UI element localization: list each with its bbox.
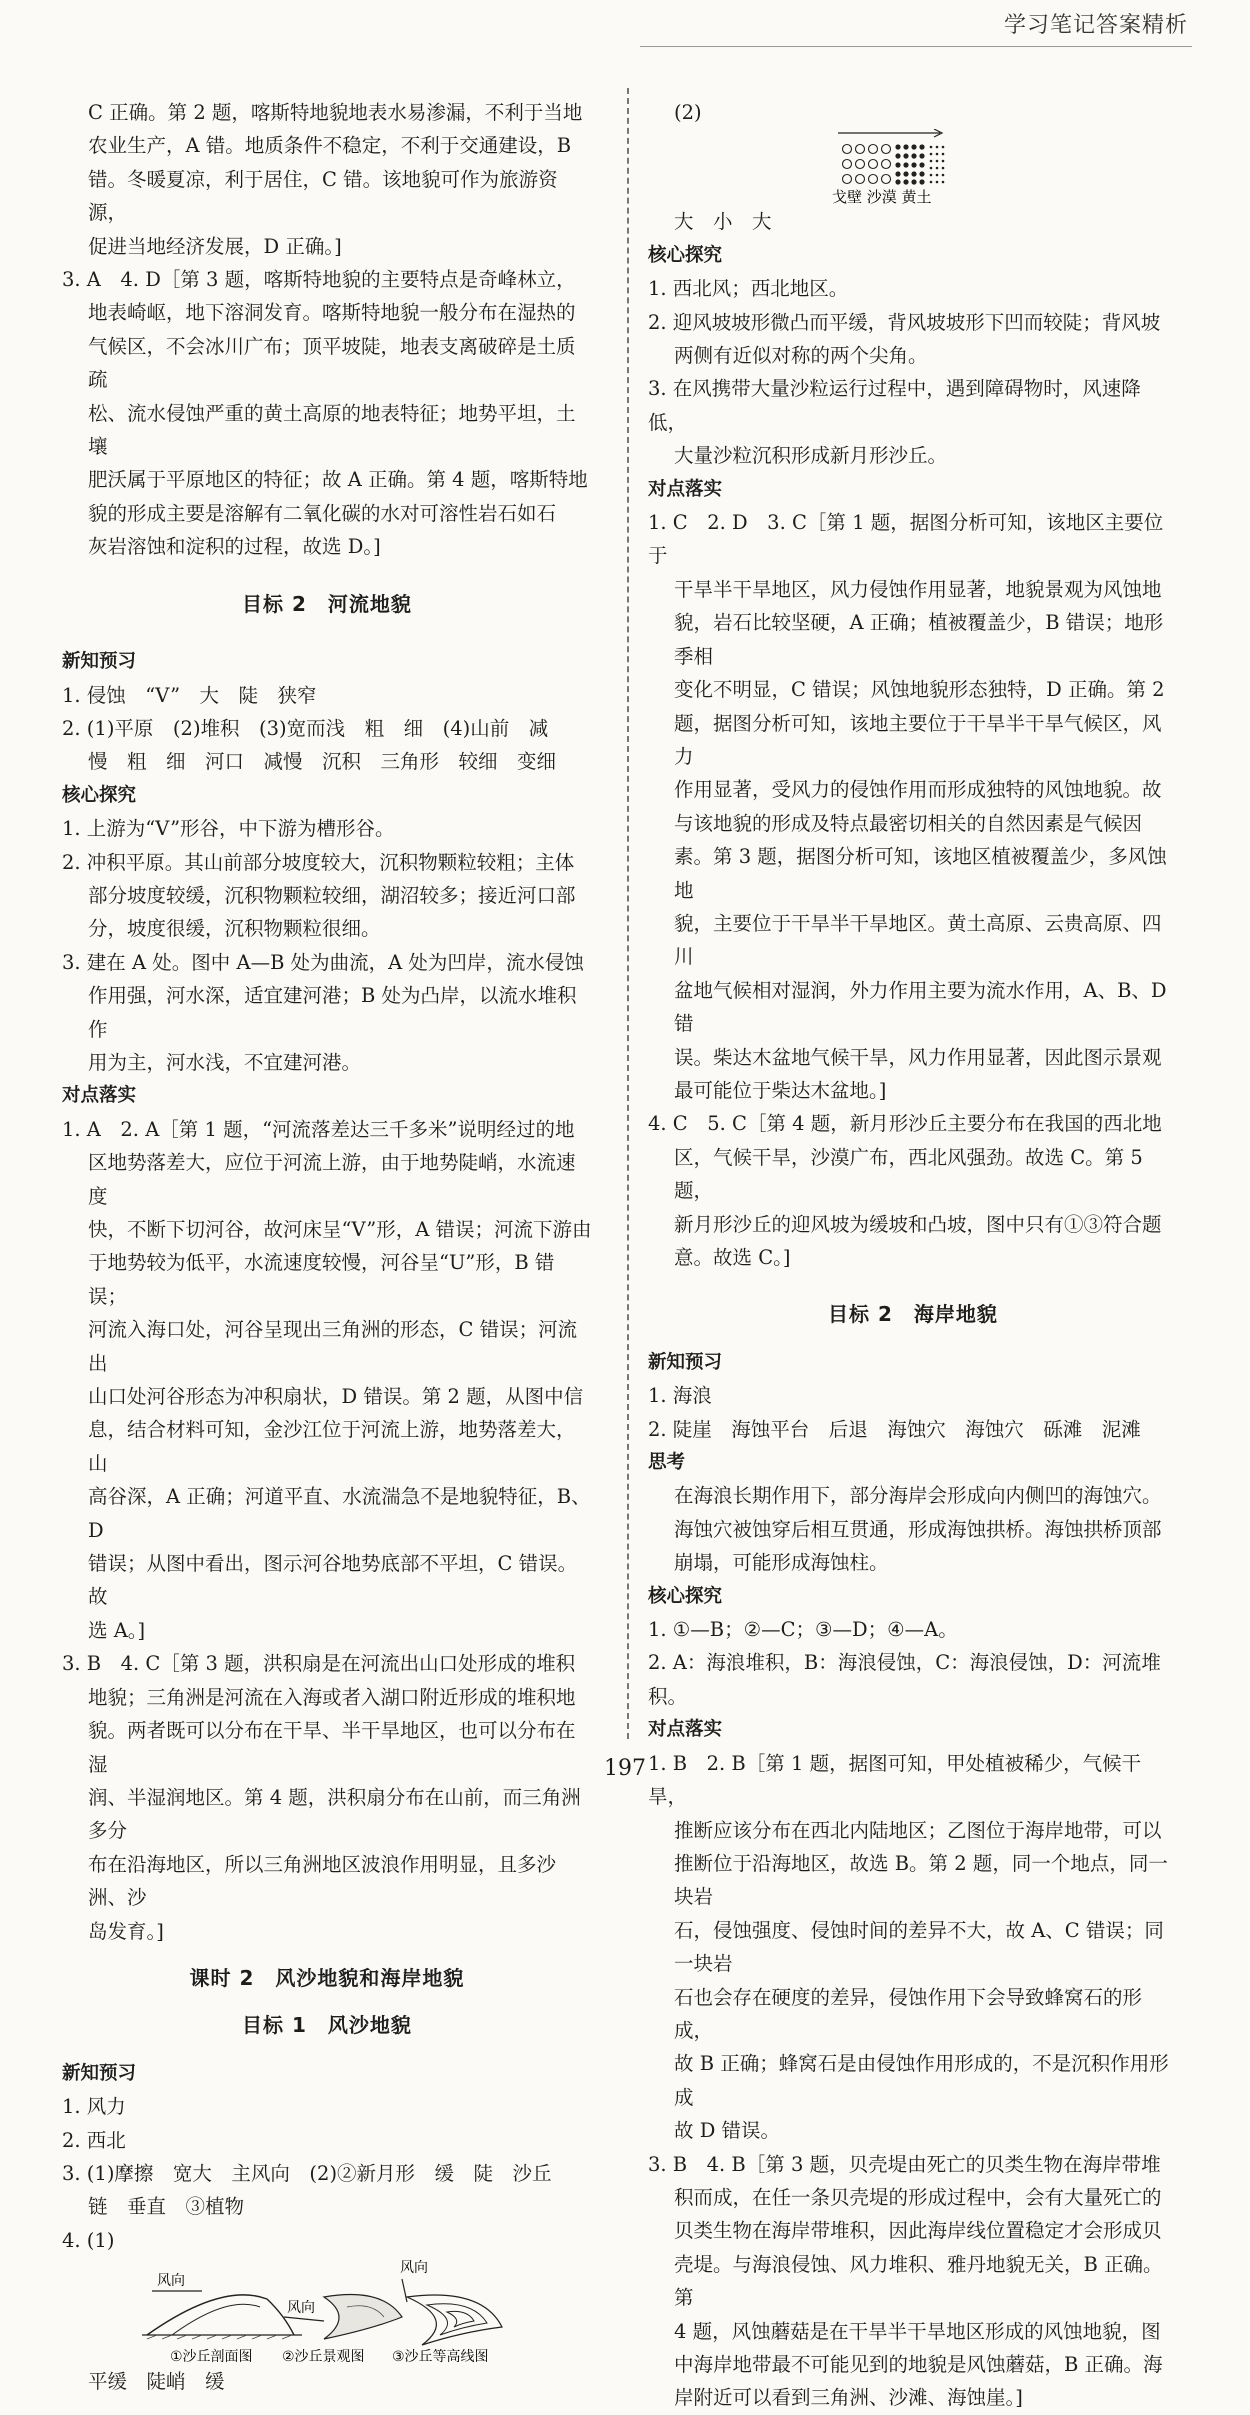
text-line: 大量沙粒沉积形成新月形沙丘。 <box>674 444 948 468</box>
text-line: 灰岩溶蚀和淀积的过程，故选 D。] <box>88 535 381 559</box>
text-line: 地貌；三角洲是河流在入海或者入湖口附近形成的堆积地 <box>88 1685 576 1709</box>
text-line: 作用显著，受风力的侵蚀作用而形成独特的风蚀地貌。故 <box>674 778 1162 802</box>
figure-answer: 平缓 陡峭 缓 <box>88 2370 225 2394</box>
text-line: C 正确。第 2 题，喀斯特地貌地表水易渗漏，不利于当地 <box>88 101 583 124</box>
loess-dots <box>930 146 945 184</box>
text-line: 贝类生物在海岸带堆积，因此海岸线位置稳定才会形成贝 <box>674 2219 1162 2243</box>
text-line: 分，坡度很缓，沉积物颗粒很细。 <box>88 917 381 941</box>
sand-dots <box>895 145 924 185</box>
wind-label: 风向 <box>287 2300 315 2317</box>
text-line: 2. 迎风坡坡形微凸而平缓，背风坡坡形下凹而较陡；背风坡 <box>648 310 1161 334</box>
text-line: 部分坡度较缓，沉积物颗粒较细，湖沼较多；接近河口部 <box>88 883 576 907</box>
contour-outer <box>407 2295 502 2345</box>
particle-caption: 戈壁 沙漠 黄土 <box>832 188 932 206</box>
text-line: 选 A。] <box>88 1618 146 1642</box>
dune-figure <box>62 2257 592 2365</box>
section-title-goal2: 目标 2 河流地貌 <box>242 591 412 616</box>
caption-contour: ③沙丘等高线图 <box>392 2349 489 2366</box>
answer-para-2 <box>62 263 592 564</box>
text-line: 3. 在风携带大量沙粒运行过程中，遇到障碍物时，风速降低， <box>648 377 1141 434</box>
section-title-goal1: 目标 1 风沙地貌 <box>242 2013 412 2038</box>
wind-label: 风向 <box>157 2273 185 2290</box>
section-label: 新知预习 <box>62 651 137 673</box>
text-line: 1. 西北风；西北地区。 <box>648 277 849 301</box>
particle-answer: 大 小 大 <box>674 210 772 234</box>
text-line: 推断位于沿海地区，故选 B。第 2 题，同一个地点，同一块岩 <box>674 1851 1168 1909</box>
gravel-circles <box>843 145 891 184</box>
text-line: 干旱半干旱地区，风力侵蚀作用显著，地貌景观为风蚀地 <box>674 577 1162 601</box>
left-column <box>62 96 592 2399</box>
dune-landscape-diagram <box>282 2295 402 2366</box>
section-label: 对点落实 <box>648 1719 723 1741</box>
right-column <box>648 96 1178 2415</box>
text-line: 中海岸地带最不可能见到的地貌是风蚀蘑菇，B 正确。海 <box>674 2353 1163 2376</box>
section-label: 核心探究 <box>648 1585 723 1607</box>
text-line: 2. (1)平原 (2)堆积 (3)宽而浅 粗 细 (4)山前 减 <box>62 716 549 740</box>
text-line: 3. 建在 A 处。图中 A—B 处为曲流，A 处为凹岸，流水侵蚀 <box>62 950 584 974</box>
section-label: 新知预习 <box>648 1351 723 1373</box>
section-label: 对点落实 <box>62 1085 137 1107</box>
text-line: 错。冬暖夏凉，利于居住，C 错。该地貌可作为旅游资源， <box>88 167 558 225</box>
question-label: (2) <box>674 101 702 124</box>
wind-arrow <box>284 2317 324 2321</box>
text-line: 农业生产，A 错。地质条件不稳定，不利于交通建设，B <box>88 134 572 158</box>
text-line: 1. B 2. B［第 1 题，据图可知，甲处植被稀少，气候干旱， <box>648 1751 1142 1809</box>
text-line: 石，侵蚀强度、侵蚀时间的差异不大，故 A、C 错误；同一块岩 <box>674 1918 1164 1976</box>
section-label: 新知预习 <box>62 2062 137 2084</box>
crescent-dune <box>324 2295 402 2340</box>
text-line: 润、半湿润地区。第 4 题，洪积扇分布在山前，而三角洲多分 <box>88 1785 581 1843</box>
text-line: 貌的形成主要是溶解有二氧化碳的水对可溶性岩石如石 <box>88 501 557 525</box>
text-line: 于地势较为低平，水流速度较慢，河谷呈“U”形，B 错误； <box>88 1251 555 1308</box>
text-line: 区地势落差大，应位于河流上游，由于地势陡峭，水流速度 <box>88 1151 576 1208</box>
text-line: 2. A：海浪堆积，B：海浪侵蚀，C：海浪侵蚀，D：河流堆积。 <box>648 1651 1161 1708</box>
column-divider <box>627 88 629 1739</box>
wind-label: 风向 <box>400 2260 428 2277</box>
text-line: 与该地貌的形成及特点最密切相关的自然因素是气候因 <box>674 811 1143 835</box>
text-line: 河流入海口处，河谷呈现出三角洲的形态，C 错误；河流出 <box>88 1318 578 1375</box>
text-line: 2. 冲积平原。其山前部分坡度较大，沉积物颗粒较粗；主体 <box>62 850 575 874</box>
text-line: 气候区，不会冰川广布；顶平坡陡，地表支离破碎是土质疏 <box>88 334 576 392</box>
dune-profile-inner <box>172 2304 260 2335</box>
section-label: 核心探究 <box>62 784 137 806</box>
text-line: 2. 西北 <box>62 2128 126 2152</box>
wind-arrow <box>402 2279 407 2302</box>
text-line: 促进当地经济发展，D 正确。] <box>88 234 342 258</box>
text-line: 变化不明显，C 错误；风蚀地貌形态独特，D 正确。第 2 <box>674 678 1165 702</box>
dune-diagrams <box>62 2257 592 2365</box>
dune-contour-diagram <box>392 2260 502 2365</box>
text-line: 1. 风力 <box>62 2095 126 2119</box>
text-line: 盆地气候相对湿润，外力作用主要为流水作用，A、B、D 错 <box>674 978 1167 1036</box>
text-line: 3. B 4. C［第 3 题，洪积扇是在河流出山口处形成的堆积 <box>62 1652 576 1676</box>
text-line: 息，结合材料可知，金沙江位于河流上游，地势落差大，山 <box>88 1418 576 1475</box>
text-line: 4 题，风蚀蘑菇是在干旱半干旱地区形成的风蚀地貌，图 <box>674 2319 1161 2343</box>
text-line: 高谷深，A 正确；河道平直、水流湍急不是地貌特征，B、D <box>88 1485 591 1542</box>
section-title-coastal: 目标 2 海岸地貌 <box>828 1302 998 1327</box>
text-line: 链 垂直 ③植物 <box>88 2195 245 2219</box>
text-line: 地表崎岖，地下溶洞发育。喀斯特地貌一般分布在湿热的 <box>88 301 576 325</box>
page-number: 197 <box>604 1756 646 1781</box>
text-line: 岛发育。] <box>88 1919 164 1943</box>
text-line: 误。柴达木盆地气候干旱，风力作用显著，因此图示景观 <box>674 1045 1162 1069</box>
text-line: 貌，主要位于干旱半干旱地区。黄土高原、云贵高原、四川 <box>674 911 1162 969</box>
particle-diagram <box>648 129 1178 205</box>
text-line: 3. B 4. B［第 3 题，贝壳堤由死亡的贝类生物在海岸带堆 <box>648 2152 1161 2176</box>
section-label: 思考 <box>648 1452 686 1474</box>
text-line: 作用强，河水深，适宜建河港；B 处为凸岸，以流水堆积作 <box>88 984 577 1041</box>
text-line: 1. 侵蚀 “V” 大 陡 狭窄 <box>62 683 317 707</box>
text-line: 积而成，在任一条贝壳堤的形成过程中，会有大量死亡的 <box>674 2185 1162 2209</box>
text-line: 慢 粗 细 河口 减慢 沉积 三角形 较细 变细 <box>88 750 557 774</box>
caption-landscape: ②沙丘景观图 <box>282 2349 365 2366</box>
caption-section: ①沙丘剖面图 <box>170 2349 253 2366</box>
text-line: 2. 陡崖 海蚀平台 后退 海蚀穴 海蚀穴 砾滩 泥滩 <box>648 1417 1141 1441</box>
lesson-title: 课时 2 风沙地貌和海岸地貌 <box>189 1965 465 1990</box>
text-line: 3. A 4. D［第 3 题，喀斯特地貌的主要特点是奇峰林立， <box>62 268 576 292</box>
text-line: 用为主，河水浅，不宜建河港。 <box>88 1050 362 1074</box>
text-line: 在海浪长期作用下，部分海岸会形成向内侧凹的海蚀穴。 <box>674 1484 1162 1508</box>
text-line: 故 B 正确；蜂窝石是由侵蚀作用形成的，不是沉积作用形成 <box>674 2052 1169 2109</box>
text-line: 布在沿海地区，所以三角洲地区波浪作用明显，且多沙洲、沙 <box>88 1852 557 1910</box>
text-line: 新月形沙丘的迎风坡为缓坡和凸坡，图中只有①③符合题 <box>674 1212 1162 1236</box>
dune-profile-outer <box>147 2295 294 2335</box>
answer-para-1 <box>62 96 592 263</box>
text-line: 推断应该分布在西北内陆地区；乙图位于海岸地带，可以 <box>674 1818 1162 1842</box>
text-line: 海蚀穴被蚀穿后相互贯通，形成海蚀拱桥。海蚀拱桥顶部 <box>674 1517 1162 1541</box>
particle-figure <box>648 129 1178 205</box>
section-label: 对点落实 <box>648 478 723 500</box>
text-line: 错误；从图中看出，图示河谷地势底部不平坦，C 错误。故 <box>88 1552 578 1609</box>
text-line: 1. C 2. D 3. C［第 1 题，据图分析可知，该地区主要位于 <box>648 511 1164 568</box>
text-line: 区，气候干旱，沙漠广布，西北风强劲。故选 C。第 5 题， <box>674 1145 1143 1203</box>
text-line: 崩塌，可能形成海蚀柱。 <box>674 1551 889 1575</box>
section-label: 核心探究 <box>648 244 723 266</box>
text-line: 壳堤。与海浪侵蚀、风力堆积、雅丹地貌无关，B 正确。第 <box>674 2252 1163 2310</box>
text-line: 1. A 2. A［第 1 题，“河流落差达三千多米”说明经过的地 <box>62 1117 575 1141</box>
header-rule <box>640 46 1192 47</box>
text-line: 岸附近可以看到三角洲、沙滩、海蚀崖。] <box>674 2386 1023 2410</box>
text-line: 3. (1)摩擦 宽大 主风向 (2)②新月形 缓 陡 沙丘 <box>62 2161 552 2185</box>
text-line: 快，不断下切河谷，故河床呈“V”形，A 错误；河流下游由 <box>88 1218 592 1241</box>
text-line: 1. ①—B；②—C；③—D；④—A。 <box>648 1618 958 1642</box>
text-line: 故 D 错误。 <box>674 2119 781 2143</box>
text-line: 松、流水侵蚀严重的黄土高原的地表特征；地势平坦，土壤 <box>88 401 576 459</box>
text-line: 貌。两者既可以分布在干旱、半干旱地区，也可以分布在湿 <box>88 1719 576 1776</box>
text-line: 题，据图分析可知，该地主要位于干旱半干旱气候区，风力 <box>674 711 1162 768</box>
contour-inner <box>447 2312 474 2328</box>
text-line: 山口处河谷形态为冲积扇状，D 错误。第 2 题，从图中信 <box>88 1385 584 1409</box>
text-line: 1. 上游为“V”形谷，中下游为槽形谷。 <box>62 817 395 841</box>
text-line: 意。故选 C。] <box>674 1246 791 1269</box>
text-line: 素。第 3 题，据图分析可知，该地区植被覆盖少，多风蚀地 <box>674 845 1167 902</box>
text-line: 4. (1) <box>62 2228 115 2252</box>
text-line: 4. C 5. C［第 4 题，新月形沙丘主要分布在我国的西北地 <box>648 1112 1162 1136</box>
text-line: 1. 海浪 <box>648 1384 712 1408</box>
page-header: 学习笔记答案精析 <box>1003 13 1188 38</box>
dune-section-diagram <box>142 2273 302 2365</box>
text-line: 两侧有近似对称的两个尖角。 <box>674 344 928 368</box>
text-line: 貌，岩石比较坚硬，A 正确；植被覆盖少，B 错误；地形季相 <box>674 611 1164 668</box>
text-line: 石也会存在硬度的差异，侵蚀作用下会导致蜂窝石的形成， <box>674 1985 1143 2042</box>
text-line: 肥沃属于平原地区的特征；故 A 正确。第 4 题，喀斯特地 <box>88 468 588 492</box>
text-line: 最可能位于柴达木盆地。] <box>674 1078 887 1102</box>
